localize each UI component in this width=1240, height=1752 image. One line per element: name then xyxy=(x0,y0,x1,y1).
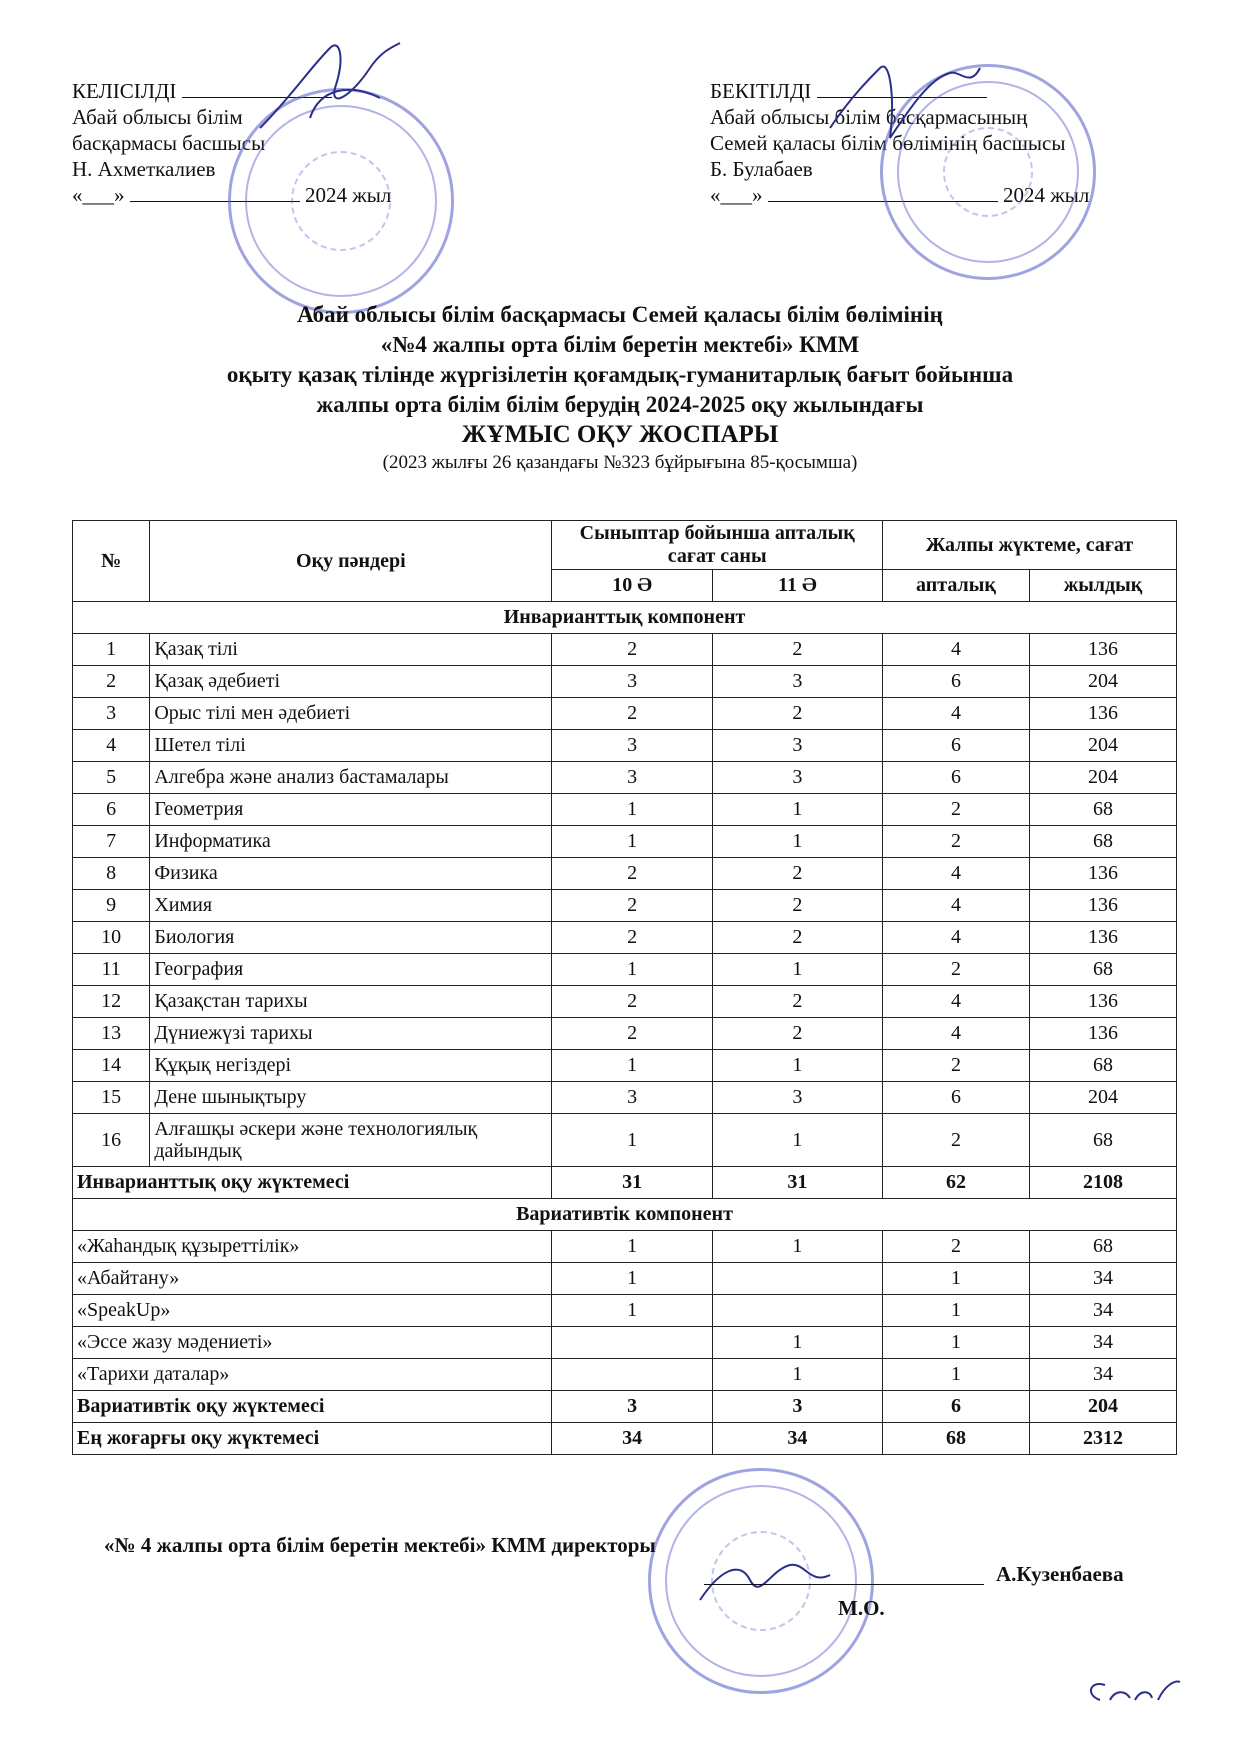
row-weekly-total: 2 xyxy=(882,794,1029,826)
curriculum-table xyxy=(72,520,1177,1455)
director-name: А.Кузенбаева xyxy=(996,1562,1124,1586)
row-yearly-total: 136 xyxy=(1029,698,1176,730)
variative-total-class11: 3 xyxy=(712,1391,882,1423)
row-subject: Химия xyxy=(150,890,552,922)
row-number: 14 xyxy=(73,1050,150,1082)
invariant-total-class10: 31 xyxy=(552,1167,712,1199)
title-line-3: оқыту қазақ тілінде жүргізілетін қоғамдық-гуманитарлық бағыт бойынша xyxy=(226,362,1014,387)
variative-total-class10: 3 xyxy=(552,1391,712,1423)
row-subject: «SpeakUp» xyxy=(73,1295,552,1327)
row-class11-hours: 2 xyxy=(712,698,882,730)
variative-total-yearly: 204 xyxy=(1029,1391,1176,1423)
table-row xyxy=(73,634,1177,666)
row-yearly-total: 68 xyxy=(1029,1231,1176,1263)
max-total-weekly: 68 xyxy=(882,1423,1029,1455)
row-class10-hours: 1 xyxy=(552,1295,712,1327)
max-total-label: Ең жоғарғы оқу жүктемесі xyxy=(73,1423,552,1455)
row-class10-hours: 3 xyxy=(552,762,712,794)
row-weekly-total: 4 xyxy=(882,1018,1029,1050)
row-weekly-total: 6 xyxy=(882,666,1029,698)
row-yearly-total: 136 xyxy=(1029,922,1176,954)
invariant-total-row xyxy=(73,1167,1177,1199)
max-total-class11: 34 xyxy=(712,1423,882,1455)
header-weekly: апталық xyxy=(882,570,1029,602)
row-weekly-total: 2 xyxy=(882,826,1029,858)
row-class10-hours: 1 xyxy=(552,954,712,986)
row-yearly-total: 68 xyxy=(1029,1114,1176,1167)
row-yearly-total: 34 xyxy=(1029,1263,1176,1295)
approval-agreed-heading: КЕЛІСІЛДІ xyxy=(72,79,177,103)
row-subject: «Эссе жазу мәдениеті» xyxy=(73,1327,552,1359)
table-row xyxy=(73,794,1177,826)
row-weekly-total: 2 xyxy=(882,1050,1029,1082)
table-row xyxy=(73,1082,1177,1114)
official-stamp-bottom xyxy=(648,1468,874,1694)
row-yearly-total: 68 xyxy=(1029,954,1176,986)
row-class11-hours: 2 xyxy=(712,890,882,922)
table-row xyxy=(73,1295,1177,1327)
table-row xyxy=(73,1359,1177,1391)
approval-agreed-date-year: 2024 жыл xyxy=(305,183,392,207)
row-weekly-total: 4 xyxy=(882,698,1029,730)
row-number: 2 xyxy=(73,666,150,698)
row-class10-hours: 1 xyxy=(552,1114,712,1167)
row-class11-hours: 1 xyxy=(712,954,882,986)
official-stamp-right xyxy=(880,64,1096,280)
row-class10-hours: 3 xyxy=(552,730,712,762)
row-yearly-total: 34 xyxy=(1029,1295,1176,1327)
row-number: 13 xyxy=(73,1018,150,1050)
row-weekly-total: 6 xyxy=(882,1082,1029,1114)
row-subject: Құқық негіздері xyxy=(150,1050,552,1082)
table-row xyxy=(73,1018,1177,1050)
invariant-total-label: Инварианттық оқу жүктемесі xyxy=(73,1167,552,1199)
row-yearly-total: 204 xyxy=(1029,730,1176,762)
table-row xyxy=(73,1263,1177,1295)
row-class11-hours: 2 xyxy=(712,1018,882,1050)
document-title: ЖҰМЫС ОҚУ ЖОСПАРЫ xyxy=(461,421,779,448)
row-yearly-total: 204 xyxy=(1029,762,1176,794)
section-row-variative xyxy=(73,1199,1177,1231)
approval-approved-name: Б. Булабаев xyxy=(710,157,813,181)
row-subject: Қазақ әдебиеті xyxy=(150,666,552,698)
approval-approved-line1: Абай облысы білім басқармасының xyxy=(710,105,1028,129)
row-subject: Орыс тілі мен әдебиеті xyxy=(150,698,552,730)
variative-total-label: Вариативтік оқу жүктемесі xyxy=(73,1391,552,1423)
table-row xyxy=(73,986,1177,1018)
row-class10-hours: 1 xyxy=(552,794,712,826)
row-subject: Дүниежүзі тарихы xyxy=(150,1018,552,1050)
row-weekly-total: 4 xyxy=(882,986,1029,1018)
row-subject: Дене шынықтыру xyxy=(150,1082,552,1114)
approval-approved-heading: БЕКІТІЛДІ xyxy=(710,79,812,103)
row-class10-hours: 1 xyxy=(552,1263,712,1295)
row-yearly-total: 204 xyxy=(1029,666,1176,698)
row-class10-hours: 3 xyxy=(552,666,712,698)
table-row xyxy=(73,1114,1177,1167)
header-number: № xyxy=(73,521,150,602)
stamp-place-label: М.О. xyxy=(838,1596,885,1620)
row-number: 3 xyxy=(73,698,150,730)
approval-approved-line2: Семей қаласы білім бөлімінің басшысы xyxy=(710,131,1066,155)
row-class11-hours: 1 xyxy=(712,1231,882,1263)
row-number: 12 xyxy=(73,986,150,1018)
title-line-4: жалпы орта білім білім берудің 2024-2025 оқу жылындағы xyxy=(316,392,924,417)
row-yearly-total: 136 xyxy=(1029,986,1176,1018)
row-subject: Қазақстан тарихы xyxy=(150,986,552,1018)
row-class10-hours: 2 xyxy=(552,1018,712,1050)
row-class10-hours: 1 xyxy=(552,826,712,858)
row-weekly-total: 1 xyxy=(882,1295,1029,1327)
invariant-total-class11: 31 xyxy=(712,1167,882,1199)
row-subject: Информатика xyxy=(150,826,552,858)
row-class11-hours xyxy=(712,1263,882,1295)
row-number: 11 xyxy=(73,954,150,986)
header-total-load: Жалпы жүктеме, сағат xyxy=(882,521,1176,570)
table-row xyxy=(73,826,1177,858)
approval-agreed-name: Н. Ахметкалиев xyxy=(72,157,216,181)
row-yearly-total: 136 xyxy=(1029,634,1176,666)
row-number: 1 xyxy=(73,634,150,666)
section-row-invariant xyxy=(73,602,1177,634)
header-class-10: 10 Ә xyxy=(552,570,712,602)
title-line-1: Абай облысы білім басқармасы Семей қаласы білім бөлімінің xyxy=(297,302,943,327)
table-row xyxy=(73,954,1177,986)
row-class10-hours: 2 xyxy=(552,890,712,922)
row-class10-hours: 2 xyxy=(552,986,712,1018)
director-signature-line xyxy=(704,1584,984,1585)
variative-total-weekly: 6 xyxy=(882,1391,1029,1423)
title-line-2: «№4 жалпы орта білім беретін мектебі» КММ xyxy=(380,332,860,357)
variative-total-row xyxy=(73,1391,1177,1423)
signature-footer xyxy=(104,1532,1124,1620)
row-number: 5 xyxy=(73,762,150,794)
row-class11-hours: 2 xyxy=(712,986,882,1018)
row-subject: «Тарихи даталар» xyxy=(73,1359,552,1391)
approval-approved-date-day: «___» xyxy=(710,183,763,207)
row-class10-hours: 2 xyxy=(552,922,712,954)
row-class10-hours: 1 xyxy=(552,1231,712,1263)
official-stamp-left xyxy=(228,88,454,314)
row-number: 7 xyxy=(73,826,150,858)
approval-approved-date-year: 2024 жыл xyxy=(1003,183,1090,207)
row-subject: Геометрия xyxy=(150,794,552,826)
row-class11-hours: 2 xyxy=(712,634,882,666)
max-total-row xyxy=(73,1423,1177,1455)
row-weekly-total: 4 xyxy=(882,634,1029,666)
row-number: 8 xyxy=(73,858,150,890)
row-class11-hours: 1 xyxy=(712,1359,882,1391)
row-subject: Физика xyxy=(150,858,552,890)
row-class10-hours: 2 xyxy=(552,698,712,730)
row-subject: Биология xyxy=(150,922,552,954)
section-heading-variative: Вариативтік компонент xyxy=(73,1199,1177,1231)
row-class11-hours: 3 xyxy=(712,666,882,698)
row-number: 6 xyxy=(73,794,150,826)
row-class11-hours: 3 xyxy=(712,730,882,762)
row-number: 15 xyxy=(73,1082,150,1114)
row-number: 9 xyxy=(73,890,150,922)
row-class11-hours xyxy=(712,1295,882,1327)
row-class11-hours: 1 xyxy=(712,1114,882,1167)
row-class11-hours: 1 xyxy=(712,794,882,826)
row-yearly-total: 136 xyxy=(1029,858,1176,890)
row-class11-hours: 2 xyxy=(712,858,882,890)
row-weekly-total: 4 xyxy=(882,890,1029,922)
row-number: 4 xyxy=(73,730,150,762)
row-subject: «Абайтану» xyxy=(73,1263,552,1295)
table-row xyxy=(73,890,1177,922)
section-heading-invariant: Инварианттық компонент xyxy=(73,602,1177,634)
header-yearly: жылдық xyxy=(1029,570,1176,602)
row-class10-hours xyxy=(552,1359,712,1391)
row-yearly-total: 34 xyxy=(1029,1327,1176,1359)
row-yearly-total: 136 xyxy=(1029,890,1176,922)
table-row xyxy=(73,922,1177,954)
row-subject: «Жаһандық құзыреттілік» xyxy=(73,1231,552,1263)
document-title-block xyxy=(0,300,1240,476)
row-subject: Алгебра және анализ бастамалары xyxy=(150,762,552,794)
row-class10-hours: 1 xyxy=(552,1050,712,1082)
row-subject: География xyxy=(150,954,552,986)
row-class11-hours: 3 xyxy=(712,1082,882,1114)
row-weekly-total: 2 xyxy=(882,1231,1029,1263)
row-weekly-total: 2 xyxy=(882,1114,1029,1167)
header-subjects: Оқу пәндері xyxy=(150,521,552,602)
table-row xyxy=(73,1050,1177,1082)
invariant-total-weekly: 62 xyxy=(882,1167,1029,1199)
approval-agreed-date-day: «___» xyxy=(72,183,125,207)
table-row xyxy=(73,730,1177,762)
approval-agreed-line1: Абай облысы білім xyxy=(72,105,243,129)
row-subject: Шетел тілі xyxy=(150,730,552,762)
row-class10-hours xyxy=(552,1327,712,1359)
row-class10-hours: 2 xyxy=(552,858,712,890)
row-class11-hours: 1 xyxy=(712,826,882,858)
row-weekly-total: 1 xyxy=(882,1327,1029,1359)
row-yearly-total: 204 xyxy=(1029,1082,1176,1114)
row-weekly-total: 6 xyxy=(882,762,1029,794)
header-weekly-by-class: Сыныптар бойынша апталық сағат саны xyxy=(552,521,883,570)
row-yearly-total: 34 xyxy=(1029,1359,1176,1391)
row-class11-hours: 1 xyxy=(712,1050,882,1082)
header-class-11: 11 Ә xyxy=(712,570,882,602)
row-yearly-total: 68 xyxy=(1029,794,1176,826)
max-total-class10: 34 xyxy=(552,1423,712,1455)
row-class11-hours: 3 xyxy=(712,762,882,794)
table-row xyxy=(73,666,1177,698)
row-subject: Алғашқы әскери және технологиялық дайындық xyxy=(150,1114,552,1167)
table-row xyxy=(73,858,1177,890)
row-subject: Қазақ тілі xyxy=(150,634,552,666)
row-weekly-total: 1 xyxy=(882,1359,1029,1391)
corner-initials-signature xyxy=(1080,1670,1190,1720)
row-yearly-total: 68 xyxy=(1029,826,1176,858)
table-row xyxy=(73,698,1177,730)
document-subtitle-note: (2023 жылғы 26 қазандағы №323 бұйрығына 85-қосымша) xyxy=(382,452,858,473)
row-yearly-total: 68 xyxy=(1029,1050,1176,1082)
approval-agreed-line2: басқармасы басшысы xyxy=(72,131,266,155)
max-total-yearly: 2312 xyxy=(1029,1423,1176,1455)
row-number: 16 xyxy=(73,1114,150,1167)
table-row xyxy=(73,1327,1177,1359)
row-weekly-total: 4 xyxy=(882,858,1029,890)
row-weekly-total: 1 xyxy=(882,1263,1029,1295)
invariant-total-yearly: 2108 xyxy=(1029,1167,1176,1199)
row-weekly-total: 2 xyxy=(882,954,1029,986)
table-row xyxy=(73,762,1177,794)
row-weekly-total: 4 xyxy=(882,922,1029,954)
row-yearly-total: 136 xyxy=(1029,1018,1176,1050)
row-class10-hours: 2 xyxy=(552,634,712,666)
table-row xyxy=(73,1231,1177,1263)
row-class10-hours: 3 xyxy=(552,1082,712,1114)
row-class11-hours: 2 xyxy=(712,922,882,954)
row-number: 10 xyxy=(73,922,150,954)
footer-organization: «№ 4 жалпы орта білім беретін мектебі» КММ директоры xyxy=(104,1533,656,1557)
row-class11-hours: 1 xyxy=(712,1327,882,1359)
row-weekly-total: 6 xyxy=(882,730,1029,762)
